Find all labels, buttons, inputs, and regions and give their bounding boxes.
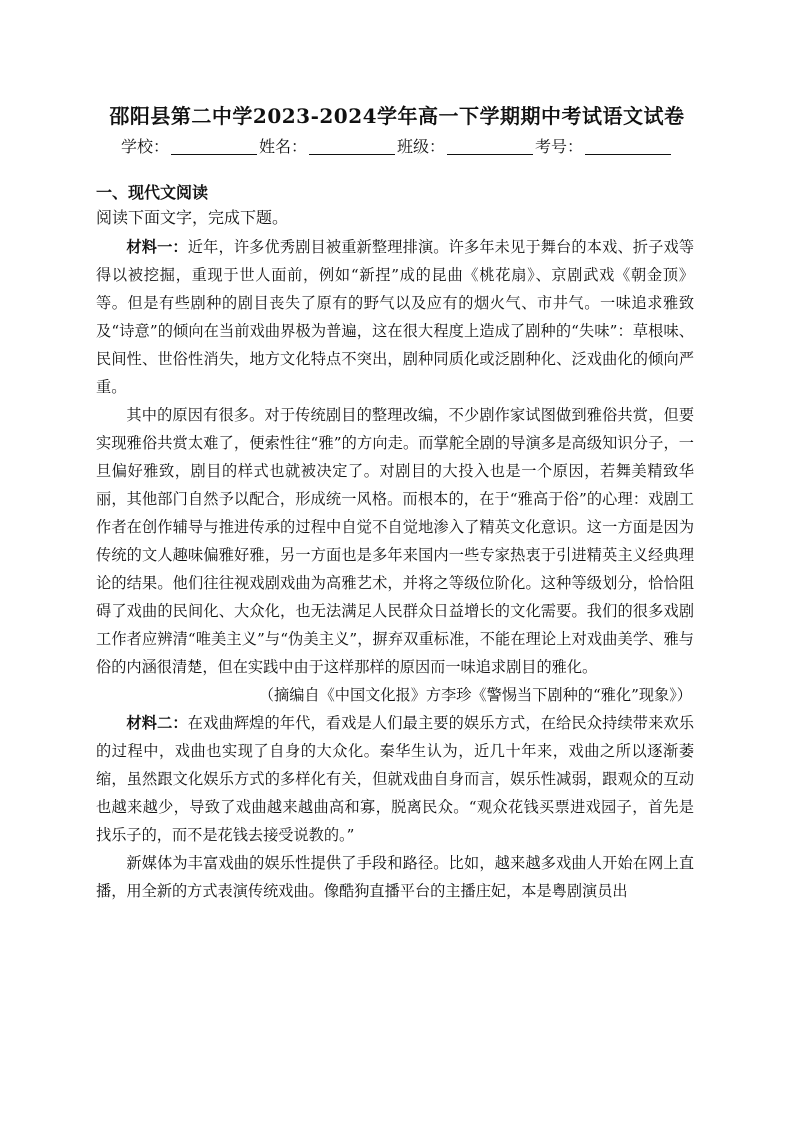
material1-p1-text: 近年，许多优秀剧目被重新整理排演。许多年未见于舞台的本戏、折子戏等得以被挖掘，重现于世人面前，例如“新捏”成的昆曲《桃花扇》、京剧武戏《朝金顶》等。但是有些剧种的剧目丧失了原有的野气以及应有的烟火气、市井气。一味追求雅致及“诗意”的倾向在当前戏曲界极为普遍，这在很大程度上造成了剧种的“失味”：草根味、民间性、世俗性消失，地方文化特点不突出，剧种同质化或泛剧种化、泛戏曲化的倾向严重。 xyxy=(96,238,695,396)
student-info-line xyxy=(0,134,794,157)
material2-label: 材料二： xyxy=(126,714,188,732)
name-blank[interactable] xyxy=(309,138,395,155)
class-label: 班级： xyxy=(397,137,446,156)
material2-paragraph1 xyxy=(96,709,694,849)
material1-paragraph2: 其中的原因有很多。对于传统剧目的整理改编，不少剧作家试图做到雅俗共赏，但要实现雅俗共赏太难了，便索性往“雅”的方向走。而掌舵全剧的导演多是高级知识分子，一旦偏好雅致，剧目的样式也就被决定了。对剧目的大投入也是一个原因，若舞美精致华丽，其他部门自然予以配合，形成统一风格。而根本的，在于“雅高于俗”的心理：戏剧工作者在创作辅导与推进传承的过程中自觉不自觉地渗入了精英文化意识。这一方面是因为传统的文人趣味偏雅好雅，另一方面也是多年来国内一些专家热衷于引进精英主义经典理论的结果。他们往往视戏剧戏曲为高雅艺术，并将之等级位阶化。这种等级划分，恰恰阻碍了戏曲的民间化、大众化，也无法满足人民群众日益增长的文化需要。我们的很多戏剧工作者应辨清“唯美主义”与“伪美主义”，摒弃双重标准，不能在理论上对戏曲美学、雅与俗的内涵很清楚，但在实践中由于这样那样的原因而一味追求剧目的雅化。 xyxy=(96,406,694,676)
id-blank[interactable] xyxy=(585,138,671,155)
page-title: 邵阳县第二中学2023-2024学年高一下学期期中考试语文试卷 xyxy=(109,104,685,128)
name-label: 姓名： xyxy=(258,137,307,156)
school-label: 学校： xyxy=(120,137,169,156)
material2-p1-text: 在戏曲辉煌的年代，看戏是人们最主要的娱乐方式，在给民众持续带来欢乐的过程中，戏曲也实现了自身的大众化。秦华生认为，近几十年来，戏曲之所以逐渐萎缩，虽然跟文化娱乐方式的多样化有关，但就戏曲自身而言，娱乐性减弱，跟观众的互动也越来越少，导致了戏曲越来越曲高和寡，脱离民众。“观众花钱买票进戏园子，首先是找乐子的，而不是花钱去接受说教的。” xyxy=(96,714,695,844)
material1-source: （摘编自《中国文化报》方李珍《警惕当下剧种的“雅化”现象》） xyxy=(258,686,692,704)
material1-label: 材料一： xyxy=(126,238,188,256)
class-blank[interactable] xyxy=(447,138,533,155)
material2-paragraph2: 新媒体为丰富戏曲的娱乐性提供了手段和路径。比如，越来越多戏曲人开始在网上直播，用全新的方式表演传统戏曲。像酷狗直播平台的主播庄妃，本是粤剧演员出 xyxy=(96,854,694,900)
school-blank[interactable] xyxy=(171,138,257,155)
section-heading: 一、现代文阅读 xyxy=(96,183,209,202)
id-label: 考号： xyxy=(535,137,584,156)
reading-passage xyxy=(96,233,694,905)
material1-paragraph1 xyxy=(96,233,694,401)
reading-instruction: 阅读下面文字，完成下题。 xyxy=(96,208,289,227)
